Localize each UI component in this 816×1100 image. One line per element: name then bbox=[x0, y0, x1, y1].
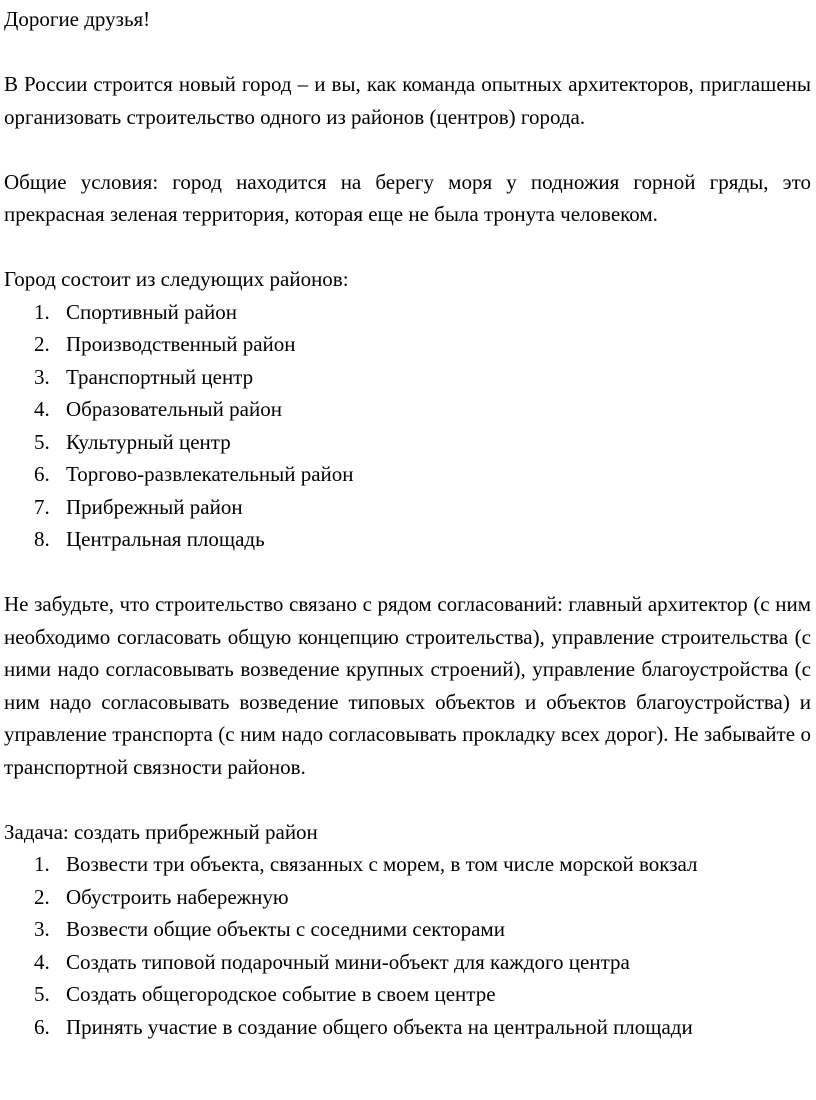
list-item bbox=[4, 946, 811, 979]
list-item bbox=[4, 328, 811, 361]
list-text: Прибрежный район bbox=[66, 494, 243, 519]
list-number: 1. bbox=[34, 299, 50, 324]
list-number: 2. bbox=[34, 332, 50, 356]
list-number: 5. bbox=[34, 429, 50, 454]
districts-list bbox=[4, 296, 811, 556]
list-number: 3. bbox=[34, 917, 50, 941]
list-number: 8. bbox=[34, 527, 50, 551]
list-number: 5. bbox=[34, 982, 50, 1006]
list-number: 3. bbox=[34, 364, 50, 389]
list-text: Образовательный район bbox=[66, 397, 282, 421]
conditions-paragraph: Общие условия: город находится на берегу моря у подножия горной гряды, это прекрасная зеленая территория, которая еще не была тронута человеком. bbox=[4, 169, 811, 226]
list-text: Обустроить набережную bbox=[66, 884, 289, 909]
list-text: Центральная площадь bbox=[66, 527, 265, 551]
list-number: 6. bbox=[34, 462, 50, 486]
approvals-paragraph: Не забудьте, что строительство связано с рядом согласований: главный архитектор (с ним необходимо согласовать общую концепцию строительства), управление строительства (с ними надо согласовывать возведение крупных строений), управление благоустройства (с ним надо согласовывать возведение типовых объектов и объектов благоустройства) и управление транспорта (с ним надо согласовывать прокладку всех дорог). Не забывайте о транспортной связности районов. bbox=[4, 592, 811, 779]
list-item bbox=[4, 913, 811, 946]
list-text: Производственный район bbox=[66, 332, 296, 356]
list-text: Возвести три объекта, связанных с морем, в том числе морской вокзал bbox=[66, 852, 698, 876]
list-item bbox=[4, 978, 811, 1011]
tasks-list bbox=[4, 848, 811, 1043]
greeting-heading: Дорогие друзья! bbox=[4, 7, 151, 31]
districts-intro: Город состоит из следующих районов: bbox=[4, 267, 349, 291]
list-text: Создать типовой подарочный мини-объект для каждого центра bbox=[66, 949, 630, 974]
list-number: 1. bbox=[34, 852, 50, 876]
list-item bbox=[4, 848, 811, 881]
list-text: Принять участие в создание общего объекта на центральной площади bbox=[66, 1014, 693, 1039]
list-text: Создать общегородское событие в своем центре bbox=[66, 982, 496, 1006]
list-item bbox=[4, 523, 811, 556]
list-text: Торгово-развлекательный район bbox=[66, 462, 354, 486]
list-item bbox=[4, 393, 811, 426]
list-text: Транспортный центр bbox=[66, 364, 254, 389]
list-item bbox=[4, 1011, 811, 1044]
task-intro: Задача: создать прибрежный район bbox=[4, 819, 318, 844]
list-item bbox=[4, 361, 811, 394]
list-number: 6. bbox=[34, 1014, 50, 1039]
list-item bbox=[4, 458, 811, 491]
list-number: 4. bbox=[34, 949, 50, 974]
list-item bbox=[4, 296, 811, 329]
list-item bbox=[4, 881, 811, 914]
intro-paragraph: В России строится новый город – и вы, как команда опытных архитекторов, приглашены организовать строительство одного из районов (центров) города. bbox=[4, 72, 811, 129]
list-number: 4. bbox=[34, 397, 50, 421]
list-number: 7. bbox=[34, 494, 50, 519]
list-number: 2. bbox=[34, 884, 50, 909]
list-item bbox=[4, 426, 811, 459]
list-text: Спортивный район bbox=[66, 299, 237, 324]
list-text: Возвести общие объекты с соседними секторами bbox=[66, 917, 505, 941]
list-item bbox=[4, 491, 811, 524]
list-text: Культурный центр bbox=[66, 429, 231, 454]
